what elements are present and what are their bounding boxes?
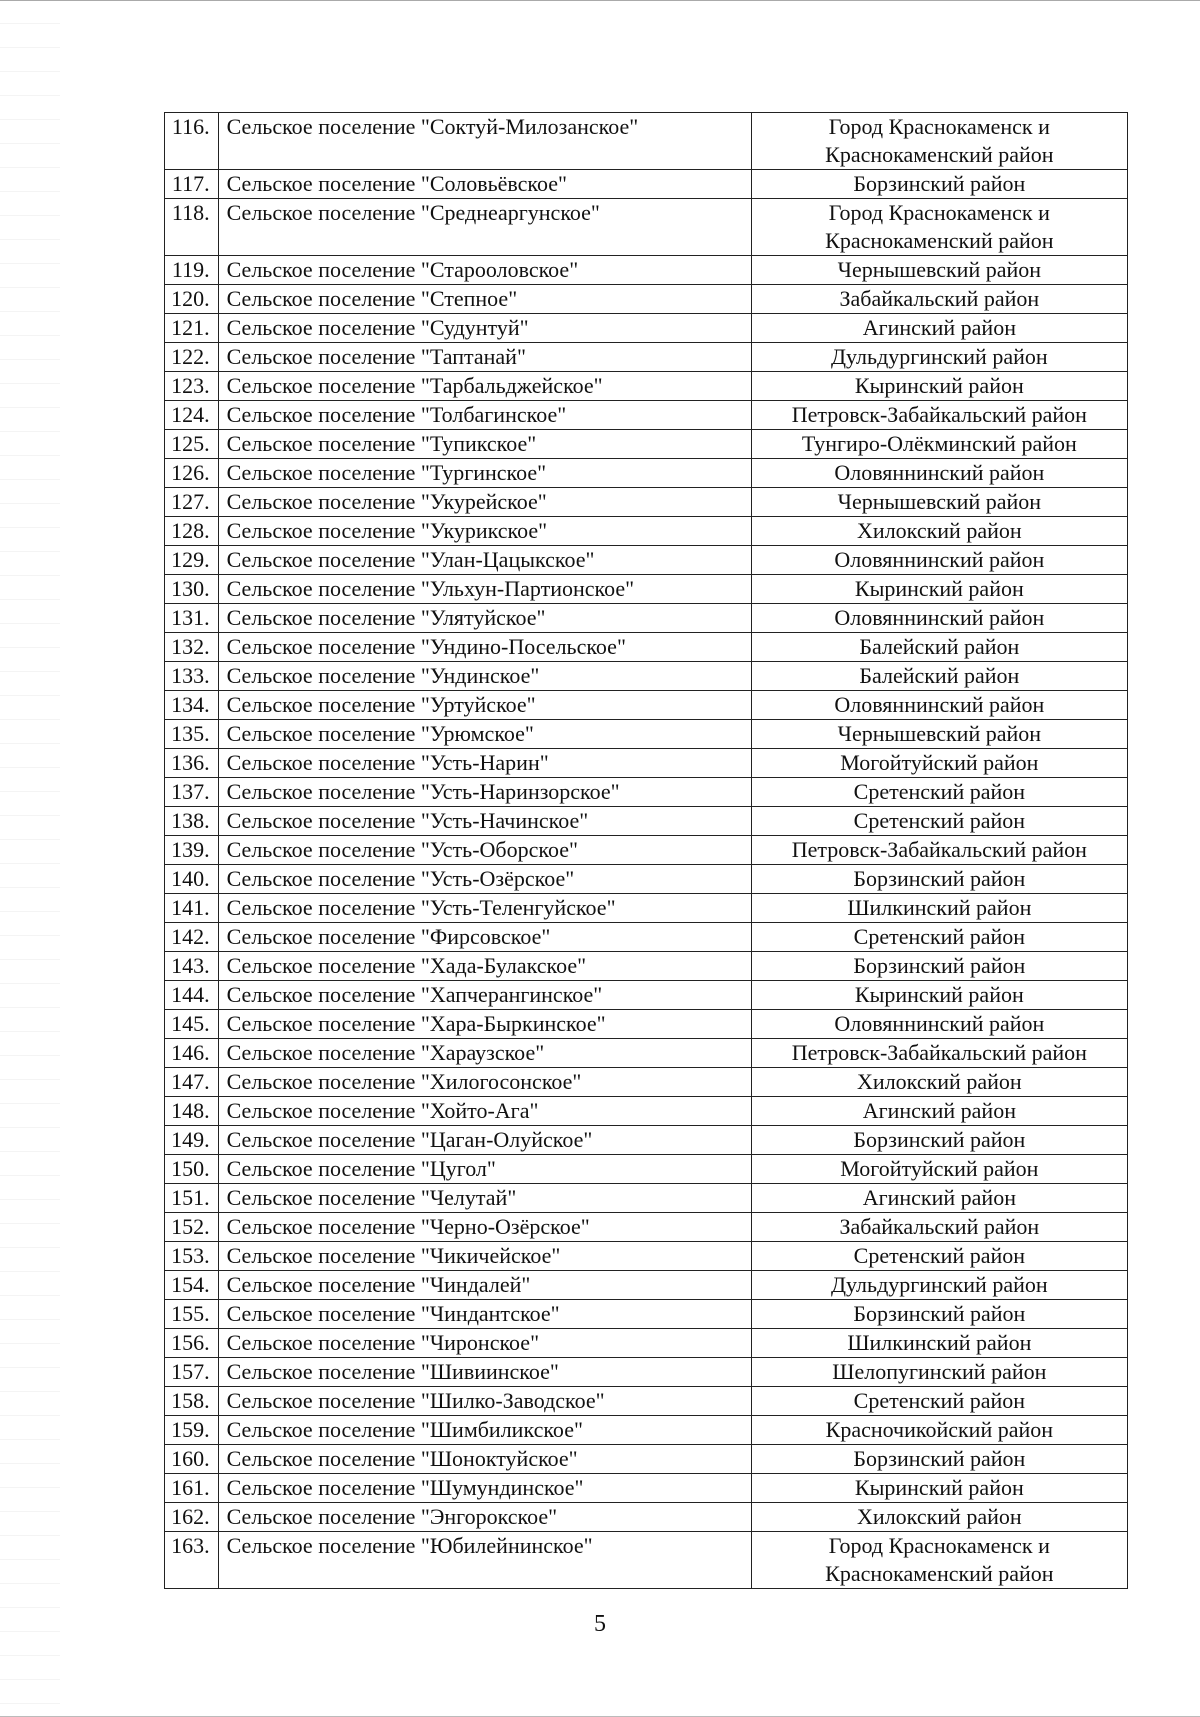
settlement-name: Сельское поселение "Старооловское" [218, 256, 751, 285]
row-number: 118. [165, 199, 219, 256]
row-number: 116. [165, 113, 219, 170]
row-number: 138. [165, 807, 219, 836]
table-row [165, 894, 1128, 923]
settlement-name: Сельское поселение "Усть-Наринзорское" [218, 778, 751, 807]
table-row [165, 343, 1128, 372]
table-row [165, 1126, 1128, 1155]
settlement-name: Сельское поселение "Хапчерангинское" [218, 981, 751, 1010]
row-number: 155. [165, 1300, 219, 1329]
row-number: 151. [165, 1184, 219, 1213]
district-name: Оловяннинский район [751, 546, 1127, 575]
row-number: 130. [165, 575, 219, 604]
row-number: 162. [165, 1503, 219, 1532]
row-number: 120. [165, 285, 219, 314]
scan-edge-left [0, 0, 60, 1717]
settlement-name: Сельское поселение "Цаган-Олуйское" [218, 1126, 751, 1155]
row-number: 125. [165, 430, 219, 459]
settlement-name: Сельское поселение "Шимбиликское" [218, 1416, 751, 1445]
district-name: Сретенский район [751, 807, 1127, 836]
table-row [165, 749, 1128, 778]
district-name: Город Краснокаменск и Краснокаменский район [751, 113, 1127, 170]
row-number: 119. [165, 256, 219, 285]
settlement-name: Сельское поселение "Уртуйское" [218, 691, 751, 720]
table-row [165, 199, 1128, 256]
settlements-table [164, 112, 1128, 1589]
district-name: Кыринский район [751, 981, 1127, 1010]
table-row [165, 836, 1128, 865]
district-name: Город Краснокаменск и Краснокаменский район [751, 199, 1127, 256]
table-row [165, 517, 1128, 546]
scan-edge-top [0, 0, 1200, 7]
table-row [165, 981, 1128, 1010]
settlement-name: Сельское поселение "Ульхун-Партионское" [218, 575, 751, 604]
row-number: 142. [165, 923, 219, 952]
district-name: Город Краснокаменск и Краснокаменский район [751, 1532, 1127, 1589]
district-name: Шилкинский район [751, 1329, 1127, 1358]
settlement-name: Сельское поселение "Толбагинское" [218, 401, 751, 430]
district-name: Агинский район [751, 1184, 1127, 1213]
table-row [165, 691, 1128, 720]
table-row [165, 1503, 1128, 1532]
district-name: Дульдургинский район [751, 343, 1127, 372]
district-name: Дульдургинский район [751, 1271, 1127, 1300]
settlement-name: Сельское поселение "Усть-Оборское" [218, 836, 751, 865]
row-number: 148. [165, 1097, 219, 1126]
table-row [165, 1387, 1128, 1416]
district-name: Могойтуйский район [751, 1155, 1127, 1184]
row-number: 129. [165, 546, 219, 575]
table-row [165, 1097, 1128, 1126]
district-name: Балейский район [751, 633, 1127, 662]
settlement-name: Сельское поселение "Юбилейнинское" [218, 1532, 751, 1589]
table-row [165, 1184, 1128, 1213]
district-name: Кыринский район [751, 372, 1127, 401]
table-row [165, 865, 1128, 894]
row-number: 156. [165, 1329, 219, 1358]
table-row [165, 923, 1128, 952]
table-row [165, 488, 1128, 517]
row-number: 158. [165, 1387, 219, 1416]
district-name: Борзинский район [751, 952, 1127, 981]
district-name: Забайкальский район [751, 1213, 1127, 1242]
table-row [165, 1213, 1128, 1242]
row-number: 128. [165, 517, 219, 546]
table-row [165, 314, 1128, 343]
row-number: 147. [165, 1068, 219, 1097]
table-row [165, 1271, 1128, 1300]
settlement-name: Сельское поселение "Укурейское" [218, 488, 751, 517]
row-number: 160. [165, 1445, 219, 1474]
settlement-name: Сельское поселение "Чиндалей" [218, 1271, 751, 1300]
settlement-name: Сельское поселение "Хада-Булакское" [218, 952, 751, 981]
district-name: Чернышевский район [751, 488, 1127, 517]
settlement-name: Сельское поселение "Хараузское" [218, 1039, 751, 1068]
table-row [165, 256, 1128, 285]
settlement-name: Сельское поселение "Усть-Теленгуйское" [218, 894, 751, 923]
settlement-name: Сельское поселение "Таптанай" [218, 343, 751, 372]
settlement-name: Сельское поселение "Среднеаргунское" [218, 199, 751, 256]
table-row [165, 1039, 1128, 1068]
row-number: 161. [165, 1474, 219, 1503]
settlement-name: Сельское поселение "Ундинское" [218, 662, 751, 691]
settlement-name: Сельское поселение "Шивиинское" [218, 1358, 751, 1387]
table-row [165, 546, 1128, 575]
settlement-name: Сельское поселение "Хилогосонское" [218, 1068, 751, 1097]
settlement-name: Сельское поселение "Чиндантское" [218, 1300, 751, 1329]
settlement-name: Сельское поселение "Улан-Цацыкское" [218, 546, 751, 575]
settlement-name: Сельское поселение "Черно-Озёрское" [218, 1213, 751, 1242]
row-number: 121. [165, 314, 219, 343]
row-number: 153. [165, 1242, 219, 1271]
row-number: 159. [165, 1416, 219, 1445]
row-number: 163. [165, 1532, 219, 1589]
district-name: Чернышевский район [751, 720, 1127, 749]
settlement-name: Сельское поселение "Цугол" [218, 1155, 751, 1184]
district-name: Тунгиро-Олёкминский район [751, 430, 1127, 459]
settlement-name: Сельское поселение "Усть-Озёрское" [218, 865, 751, 894]
settlement-name: Сельское поселение "Тарбальджейское" [218, 372, 751, 401]
row-number: 157. [165, 1358, 219, 1387]
district-name: Борзинский район [751, 865, 1127, 894]
district-name: Петровск-Забайкальский район [751, 1039, 1127, 1068]
table-row [165, 604, 1128, 633]
table-row [165, 1532, 1128, 1589]
district-name: Петровск-Забайкальский район [751, 401, 1127, 430]
district-name: Хилокский район [751, 517, 1127, 546]
table-row [165, 113, 1128, 170]
settlement-name: Сельское поселение "Чиронское" [218, 1329, 751, 1358]
district-name: Красночикойский район [751, 1416, 1127, 1445]
row-number: 145. [165, 1010, 219, 1039]
table-row [165, 430, 1128, 459]
row-number: 135. [165, 720, 219, 749]
row-number: 154. [165, 1271, 219, 1300]
district-name: Забайкальский район [751, 285, 1127, 314]
row-number: 146. [165, 1039, 219, 1068]
district-name: Чернышевский район [751, 256, 1127, 285]
row-number: 124. [165, 401, 219, 430]
settlement-name: Сельское поселение "Энгорокское" [218, 1503, 751, 1532]
settlement-name: Сельское поселение "Улятуйское" [218, 604, 751, 633]
district-name: Петровск-Забайкальский район [751, 836, 1127, 865]
district-name: Кыринский район [751, 575, 1127, 604]
row-number: 123. [165, 372, 219, 401]
table-row [165, 1155, 1128, 1184]
district-name: Балейский район [751, 662, 1127, 691]
row-number: 144. [165, 981, 219, 1010]
district-name: Кыринский район [751, 1474, 1127, 1503]
row-number: 136. [165, 749, 219, 778]
row-number: 140. [165, 865, 219, 894]
settlement-name: Сельское поселение "Чикичейское" [218, 1242, 751, 1271]
settlement-name: Сельское поселение "Усть-Начинское" [218, 807, 751, 836]
settlement-name: Сельское поселение "Шилко-Заводское" [218, 1387, 751, 1416]
table-row [165, 1010, 1128, 1039]
settlement-name: Сельское поселение "Усть-Нарин" [218, 749, 751, 778]
district-name: Сретенский район [751, 923, 1127, 952]
table-row [165, 1358, 1128, 1387]
row-number: 141. [165, 894, 219, 923]
district-name: Шелопугинский район [751, 1358, 1127, 1387]
settlement-name: Сельское поселение "Хойто-Ага" [218, 1097, 751, 1126]
table-row [165, 459, 1128, 488]
settlement-name: Сельское поселение "Соловьёвское" [218, 170, 751, 199]
row-number: 150. [165, 1155, 219, 1184]
table-row [165, 1300, 1128, 1329]
district-name: Шилкинский район [751, 894, 1127, 923]
settlement-name: Сельское поселение "Укурикское" [218, 517, 751, 546]
district-name: Оловяннинский район [751, 459, 1127, 488]
table-row [165, 952, 1128, 981]
district-name: Сретенский район [751, 1387, 1127, 1416]
district-name: Агинский район [751, 314, 1127, 343]
district-name: Оловяннинский район [751, 604, 1127, 633]
settlement-name: Сельское поселение "Степное" [218, 285, 751, 314]
district-name: Агинский район [751, 1097, 1127, 1126]
district-name: Борзинский район [751, 1445, 1127, 1474]
row-number: 131. [165, 604, 219, 633]
district-name: Сретенский район [751, 1242, 1127, 1271]
scan-edge-bottom [0, 1708, 1200, 1717]
settlement-name: Сельское поселение "Фирсовское" [218, 923, 751, 952]
settlement-name: Сельское поселение "Тургинское" [218, 459, 751, 488]
district-name: Хилокский район [751, 1068, 1127, 1097]
settlement-name: Сельское поселение "Челутай" [218, 1184, 751, 1213]
row-number: 127. [165, 488, 219, 517]
row-number: 134. [165, 691, 219, 720]
table-row [165, 170, 1128, 199]
settlement-name: Сельское поселение "Хара-Быркинское" [218, 1010, 751, 1039]
district-name: Сретенский район [751, 778, 1127, 807]
table-row [165, 1474, 1128, 1503]
district-name: Борзинский район [751, 170, 1127, 199]
table-row [165, 778, 1128, 807]
table-row [165, 575, 1128, 604]
table-row [165, 285, 1128, 314]
table-row [165, 807, 1128, 836]
settlement-name: Сельское поселение "Шоноктуйское" [218, 1445, 751, 1474]
row-number: 122. [165, 343, 219, 372]
row-number: 152. [165, 1213, 219, 1242]
row-number: 143. [165, 952, 219, 981]
settlement-name: Сельское поселение "Тупикское" [218, 430, 751, 459]
table-row [165, 1068, 1128, 1097]
table-row [165, 633, 1128, 662]
table-row [165, 1445, 1128, 1474]
table-row [165, 720, 1128, 749]
settlement-name: Сельское поселение "Урюмское" [218, 720, 751, 749]
table-row [165, 662, 1128, 691]
table-row [165, 372, 1128, 401]
table-row [165, 401, 1128, 430]
row-number: 139. [165, 836, 219, 865]
settlement-name: Сельское поселение "Соктуй-Милозанское" [218, 113, 751, 170]
district-name: Оловяннинский район [751, 691, 1127, 720]
row-number: 126. [165, 459, 219, 488]
page-number: 5 [594, 1611, 606, 1637]
settlements-table-body [165, 113, 1128, 1589]
district-name: Борзинский район [751, 1126, 1127, 1155]
district-name: Хилокский район [751, 1503, 1127, 1532]
row-number: 133. [165, 662, 219, 691]
table-row [165, 1242, 1128, 1271]
settlement-name: Сельское поселение "Судунтуй" [218, 314, 751, 343]
settlement-name: Сельское поселение "Шумундинское" [218, 1474, 751, 1503]
table-row [165, 1329, 1128, 1358]
settlement-name: Сельское поселение "Ундино-Посельское" [218, 633, 751, 662]
table-row [165, 1416, 1128, 1445]
district-name: Оловяннинский район [751, 1010, 1127, 1039]
district-name: Борзинский район [751, 1300, 1127, 1329]
row-number: 137. [165, 778, 219, 807]
row-number: 132. [165, 633, 219, 662]
row-number: 117. [165, 170, 219, 199]
row-number: 149. [165, 1126, 219, 1155]
district-name: Могойтуйский район [751, 749, 1127, 778]
